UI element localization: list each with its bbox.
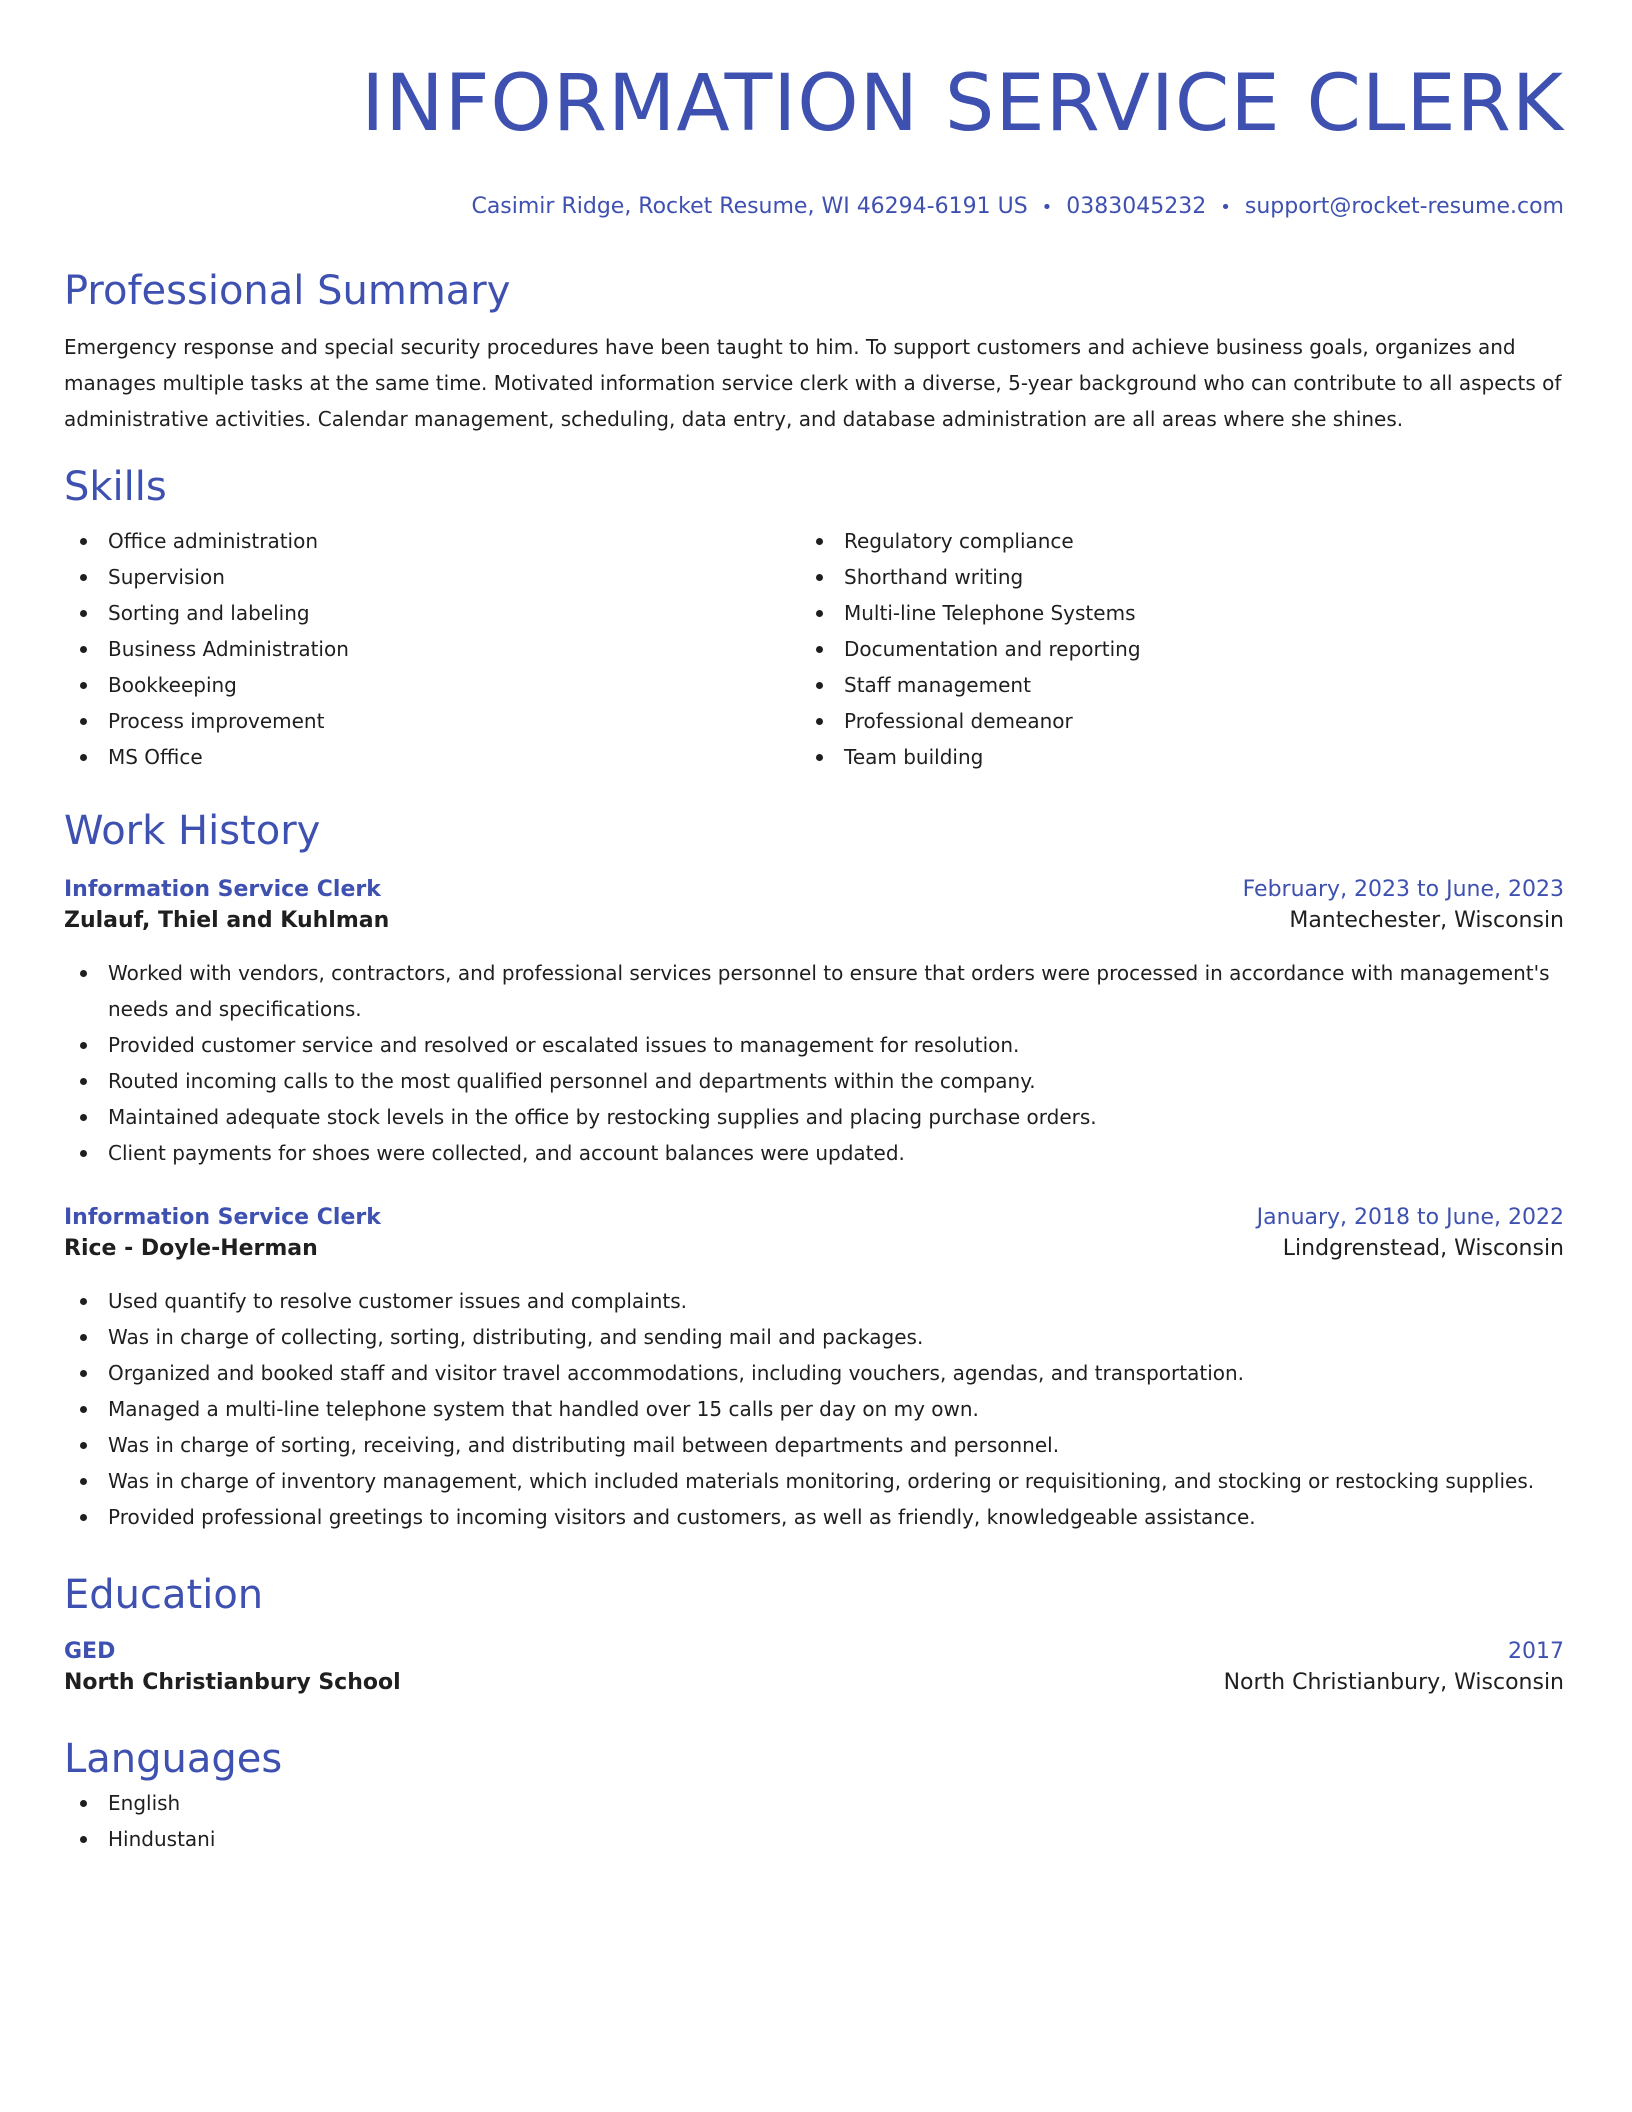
education-year: 2017 [1508, 1639, 1564, 1664]
skills-column-right [800, 523, 1560, 775]
job-bullet: Provided customer service and resolved or escalated issues to management for resolution. [64, 1027, 1564, 1063]
job-bullet: Organized and booked staff and visitor travel accommodations, including vouchers, agendas, and transportation. [64, 1355, 1564, 1391]
contact-line [64, 192, 1564, 223]
skill-item: Bookkeeping [64, 667, 800, 703]
summary-text: Emergency response and special security procedures have been taught to him. To support customers and achieve business goals, organizes and manages multiple tasks at the same time. Motivated information service clerk with a diverse, 5-year background who can contribute to all aspects of administrative activities. Calendar management, scheduling, data entry, and database administration are all areas where she shines. [64, 335, 1562, 431]
skill-item: Professional demeanor [800, 703, 1560, 739]
job-dates: February, 2023 to June, 2023 [1242, 877, 1564, 902]
job-location: Lindgrenstead, Wisconsin [1282, 1236, 1564, 1261]
skill-item: Supervision [64, 559, 800, 595]
education-location: North Christianbury, Wisconsin [1223, 1670, 1564, 1695]
job-location: Mantechester, Wisconsin [1289, 908, 1564, 933]
languages-list [64, 1785, 1564, 1857]
job-header-row [64, 1203, 1564, 1233]
skill-item: Multi-line Telephone Systems [800, 595, 1560, 631]
skill-item: Documentation and reporting [800, 631, 1560, 667]
skills-heading: Skills [64, 464, 167, 510]
job-title: Information Service Clerk [64, 877, 381, 902]
skill-item: Team building [800, 739, 1560, 775]
job-company-row [64, 1233, 1564, 1265]
job-bullet: Used quantify to resolve customer issues and complaints. [64, 1283, 1564, 1319]
work-history-heading: Work History [64, 808, 321, 854]
language-item: Hindustani [64, 1821, 1564, 1857]
language-item: English [64, 1785, 1564, 1821]
skills-list [64, 523, 1564, 775]
job-dates: January, 2018 to June, 2022 [1256, 1205, 1564, 1230]
job-entry [64, 1203, 1564, 1535]
skill-item: Business Administration [64, 631, 800, 667]
job-bullet: Provided professional greetings to incoming visitors and customers, as well as friendly, knowledgeable assistance. [64, 1499, 1564, 1535]
skill-item: Staff management [800, 667, 1560, 703]
job-bullet: Maintained adequate stock levels in the office by restocking supplies and placing purchase orders. [64, 1099, 1564, 1135]
job-company-row [64, 905, 1564, 937]
skill-item: Office administration [64, 523, 800, 559]
job-bullet: Was in charge of inventory management, which included materials monitoring, ordering or requisitioning, and stocking or restocking supplies. [64, 1463, 1564, 1499]
contact-address: Casimir Ridge, Rocket Resume, WI 46294-6191 US [471, 194, 1028, 219]
job-bullet: Worked with vendors, contractors, and professional services personnel to ensure that orders were processed in accordance with management's needs and specifications. [64, 955, 1564, 1027]
education-school-row [64, 1667, 1564, 1699]
contact-separator: • [1041, 197, 1053, 218]
job-bullet: Client payments for shoes were collected, and account balances were updated. [64, 1135, 1564, 1171]
languages-heading: Languages [64, 1736, 283, 1782]
contact-separator: • [1220, 197, 1231, 218]
job-bullet: Routed incoming calls to the most qualified personnel and departments within the company. [64, 1063, 1564, 1099]
job-company: Zulauf, Thiel and Kuhlman [64, 908, 390, 933]
contact-phone: 0383045232 [1066, 194, 1207, 219]
skill-item: Sorting and labeling [64, 595, 800, 631]
resume-name: INFORMATION SERVICE CLERK [361, 59, 1564, 149]
job-bullet: Was in charge of sorting, receiving, and distributing mail between departments and personnel. [64, 1427, 1564, 1463]
skill-item: Shorthand writing [800, 559, 1560, 595]
education-degree: GED [64, 1639, 116, 1664]
contact-email[interactable]: support@rocket-resume.com [1244, 194, 1564, 219]
education-entry [64, 1637, 1564, 1699]
job-title: Information Service Clerk [64, 1205, 381, 1230]
skills-column-left [64, 523, 800, 775]
education-degree-row [64, 1637, 1564, 1667]
education-school: North Christianbury School [64, 1670, 401, 1695]
job-bullets [64, 1283, 1564, 1535]
job-entry [64, 875, 1564, 1171]
job-bullet: Was in charge of collecting, sorting, distributing, and sending mail and packages. [64, 1319, 1564, 1355]
education-heading: Education [64, 1572, 264, 1618]
skill-item: Regulatory compliance [800, 523, 1560, 559]
skill-item: Process improvement [64, 703, 800, 739]
summary-heading: Professional Summary [64, 268, 511, 314]
job-bullets [64, 955, 1564, 1171]
job-company: Rice - Doyle-Herman [64, 1236, 318, 1261]
job-bullet: Managed a multi-line telephone system that handled over 15 calls per day on my own. [64, 1391, 1564, 1427]
skill-item: MS Office [64, 739, 800, 775]
job-header-row [64, 875, 1564, 905]
